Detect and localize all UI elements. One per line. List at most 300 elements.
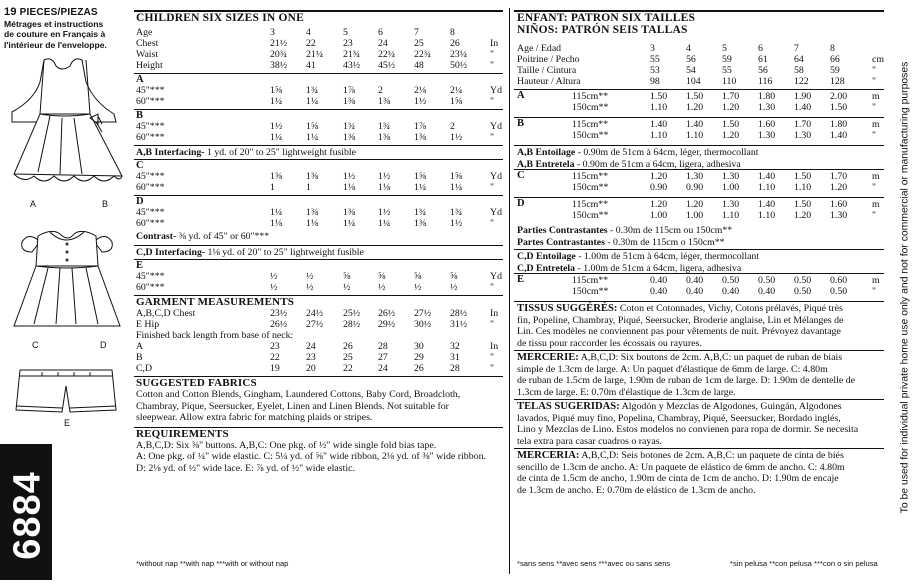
cd-entoilage [517,251,759,262]
size-value: 1⅜ [270,171,283,182]
size-value: 26 [450,38,460,49]
size-value: 1⅜ [306,171,319,182]
row-label: 115cm** [572,119,609,130]
french-instructions-note: Métrages et instructions de couture en Français à l'intérieur de l'enveloppe. [4,19,107,50]
contrast [136,231,269,242]
size-value: 1.60 [830,199,848,210]
view-label-a: A [30,199,37,209]
size-value: 23¼ [450,49,468,60]
size-value: 19 [270,363,280,374]
size-value: 20¾ [270,49,288,60]
size-value: 1¼ [450,182,463,193]
size-value: 1.20 [650,171,668,182]
size-value: 1.20 [686,102,704,113]
usage-restriction-note: To be used for individual private home use only and not for commercial or manufacturing purposes [899,61,911,514]
spanish-title: NIÑOS: PATRÓN SEIS TALLAS [517,24,688,36]
mercerie-text [517,352,842,363]
size-value: 1⅛ [270,218,283,229]
row-label: 115cm** [572,91,609,102]
view-heading: A [136,74,144,85]
size-value: 6 [378,27,383,38]
merceria-text [517,462,845,473]
merceria-line: sencillo de 1.3cm de ancho. A: Un paquete de elástico de 6mm de ancho. C: 4.80m [517,461,845,473]
size-value: 1½ [270,121,283,132]
telas-sugeridas-text [517,401,842,412]
cd-interfacing-label: C,D Interfacing- [136,247,206,258]
row-label: Hauteur / Altura [517,76,581,87]
cd-entretela-text: - 1.00m de 51cm a 64cm, ligera, adhesiva [575,263,742,274]
size-value: 21½ [270,38,288,49]
ab-entoilage [517,147,759,158]
ab-entoilage-text: - 0.90m de 51cm à 64cm, léger, thermocollant [575,147,759,158]
size-value: 1¼ [270,96,283,107]
ab-interfacing-text: 1 yd. of 20" to 25" lightweight fusible [204,147,356,158]
unit-label: " [490,282,494,293]
size-value: 1.50 [650,91,668,102]
size-value: 0.50 [794,275,812,286]
row-label: 60"*** [136,182,165,193]
size-value: 1.10 [794,182,812,193]
size-value: 1¼ [306,96,319,107]
row-label: 45"*** [136,171,165,182]
size-value: 45½ [378,60,396,71]
unit-label: " [872,130,876,141]
merceria-title: MERCERIA: [517,450,580,461]
unit-label: In [490,38,499,49]
mercerie-line: simple de 1.3cm de large. A: Un paquet d'élastique de 6mm de large. C: 4.80m [517,363,828,375]
mercerie-title: MERCERIE: [517,352,579,363]
size-value: 1½ [378,207,391,218]
size-value: 31 [450,352,460,363]
size-value: 8 [450,27,455,38]
row-label: A,B,C,D Chest [136,308,196,319]
unit-label: " [490,319,494,330]
row-label: 115cm** [572,171,609,182]
unit-label: cm [872,54,884,65]
size-value: 0.90 [686,182,704,193]
row-label: 115cm** [572,275,609,286]
cd-entoilage-text: - 1.00m de 51cm à 64cm, léger, thermocollant [575,251,760,262]
cd-interfacing [136,247,364,258]
unit-label: m [872,275,880,286]
size-value: 66 [830,54,840,65]
size-value: 1.30 [722,171,740,182]
size-value: 55 [650,54,660,65]
size-value: 3 [270,27,275,38]
size-value: 1.20 [686,199,704,210]
size-value: ½ [270,271,278,282]
size-value: 43½ [343,60,361,71]
size-value: 25 [343,352,353,363]
unit-label: " [872,102,876,113]
french-footnote: *sans sens **avec sens ***avec ou sans sens [517,559,671,568]
view-heading: C [136,160,144,171]
size-value: 61 [758,54,768,65]
size-value: 1¼ [343,218,356,229]
size-value: 110 [722,76,737,87]
row-label: 60"*** [136,218,165,229]
shorts-e-illustration [12,366,120,416]
row-label: E Hip [136,319,160,330]
cd-entoilage-label: C,D Entoilage [517,251,576,262]
size-value: 0.50 [794,286,812,297]
size-value: 1½ [450,132,463,143]
size-value: 32 [450,341,460,352]
english-footnote: *without nap **with nap ***with or without nap [136,559,289,568]
size-value: 23 [343,38,353,49]
size-value: 1⅜ [378,96,391,107]
suggested-fabrics-title: SUGGESTED FABRICS [136,377,257,389]
requirements-title: REQUIREMENTS [136,427,229,440]
size-value: 1.10 [758,182,776,193]
mercerie-text [517,364,828,375]
size-value: 1⅝ [306,121,319,132]
size-value: 31½ [450,319,468,330]
unit-label: " [872,76,876,87]
telas-sugeridas-title: TELAS SUGERIDAS: [517,401,620,412]
size-value: 1⅜ [343,207,356,218]
size-value: 1.90 [794,91,812,102]
unit-label: " [490,96,494,107]
unit-label: " [872,210,876,221]
mercerie-text [517,375,855,386]
size-value: 7 [794,43,799,54]
size-value: 1.30 [758,130,776,141]
size-value: 0.40 [686,286,704,297]
unit-label: " [490,218,494,229]
unit-label: " [490,352,494,363]
view-label-c: C [32,340,39,350]
size-value: 1⅝ [414,171,427,182]
parties-contrastantes-fr-label: Parties Contrastantes [517,225,608,236]
row-label: 150cm** [572,182,609,193]
unit-label: Yd [490,207,502,218]
size-value: 4 [306,27,311,38]
row-label: Height [136,60,163,71]
row-label: Age [136,27,153,38]
size-value: 1.40 [686,119,704,130]
size-value: 28½ [450,308,468,319]
size-value: 7 [414,27,419,38]
size-value: 5 [343,27,348,38]
size-value: 8 [830,43,835,54]
mercerie-line: 1.3cm de large. E: 0.70m d'élastique de 1.3cm de large. [517,386,736,398]
size-value: 1.00 [722,182,740,193]
size-value: 2 [450,121,455,132]
unit-label: Yd [490,171,502,182]
size-value: 1.20 [722,130,740,141]
pattern-number-box [0,444,52,580]
size-value: 53 [650,65,660,76]
view-label-d: D [100,340,107,350]
size-value: 29 [414,352,424,363]
size-value: 1.40 [830,130,848,141]
size-value: 3 [650,43,655,54]
size-value: 1⅛ [378,182,391,193]
row-label: 45"*** [136,271,165,282]
size-value: 1.80 [830,119,848,130]
size-value: 1.60 [758,119,776,130]
size-value: ½ [343,282,351,293]
size-value: 1⅝ [450,96,463,107]
cd-interfacing-text: 1⅛ yd. of 20" to 25" lightweight fusible [205,247,364,258]
telas-sugeridas-line: Algodón y Mezclas de Algodones, Guingán, Algodones [619,401,842,412]
size-value: 1.10 [722,210,740,221]
size-value: 23½ [270,308,288,319]
size-value: 1¾ [378,121,391,132]
size-value: 22¼ [378,49,396,60]
size-value: 25 [414,38,424,49]
size-value: 1.30 [722,199,740,210]
size-value: 30 [414,341,424,352]
row-label: C,D [136,363,153,374]
size-value: ½ [306,271,314,282]
size-value: 0.40 [650,286,668,297]
merceria-line: de 1.3cm de ancho. E: 0.70m de elástico de 1.3cm de ancho. [517,484,756,496]
size-value: 1.50 [722,119,740,130]
size-value: 1¼ [270,132,283,143]
size-value: 22 [343,363,353,374]
unit-label: " [490,132,494,143]
size-value: 98 [650,76,660,87]
contrast-text: ⅜ yd. of 45" or 60"*** [176,231,270,242]
size-value: 23 [306,352,316,363]
size-value: 1¾ [343,121,356,132]
size-value: 1.20 [650,199,668,210]
size-value: 23 [270,341,280,352]
size-value: 0.60 [830,275,848,286]
size-value: 0.40 [758,286,776,297]
merceria-line: de cinta de 1.5cm de ancho, 1.90m de cinta de 1cm de ancho. D: 1.90m de encaje [517,473,839,484]
size-value: 26 [414,363,424,374]
size-value: ½ [306,282,314,293]
size-value: 29½ [378,319,396,330]
size-value: 1¾ [414,207,427,218]
size-value: 24 [378,363,388,374]
size-value: 56 [758,65,768,76]
unit-label: m [872,119,880,130]
row-label: 115cm** [572,199,609,210]
unit-label: In [490,341,499,352]
size-value: 1 [270,182,275,193]
tissus-suggeres-text [517,326,841,337]
size-value: ½ [450,282,458,293]
size-value: 1⅜ [343,96,356,107]
garment-measurements-title: GARMENT MEASUREMENTS [136,296,295,308]
size-value: 1⅛ [306,218,319,229]
ab-interfacing-label: A,B Interfacing- [136,147,205,158]
dress-ab-illustration [4,52,126,200]
row-label: Waist [136,49,159,60]
size-value: 0.40 [722,286,740,297]
size-value: 1.40 [650,119,668,130]
parties-contrastantes-fr [517,225,732,236]
size-value: 128 [830,76,845,87]
size-value: 1⅜ [414,132,427,143]
tissus-suggeres-line: de tissu pour raccorder les écossais ou rayures. [517,337,702,349]
dress-cd-illustration [8,222,126,332]
size-value: ⅝ [343,271,351,282]
row-label: Chest [136,38,159,49]
size-value: ½ [414,282,422,293]
suggested-fabrics-text: Cotton and Cotton Blends, Gingham, Laundered Cottons, Baby Cord, Broadcloth, [136,389,461,400]
tissus-suggeres-line: fin, Popeline, Chambray, Piqué, Seersucker, Broderie anglaise, Lin et Mélanges de [517,314,844,326]
size-value: 56 [686,54,696,65]
telas-sugeridas-text [517,424,858,435]
size-value: 1¾ [306,85,319,96]
size-value: 59 [830,65,840,76]
size-value: 1½ [378,171,391,182]
unit-label: " [490,182,494,193]
size-value: 1.30 [830,210,848,221]
size-value: 0.50 [830,286,848,297]
row-label: Age / Edad [517,43,562,54]
size-value: 1.30 [686,171,704,182]
unit-label: " [872,286,876,297]
size-value: 1.50 [686,91,704,102]
english-title: CHILDREN SIX SIZES IN ONE [136,12,304,24]
mercerie-line: de ruban de 1.5cm de large, 1.90m de ruban de 1cm de large. D: 1.90m de dentelle de [517,375,856,386]
size-value: 1½ [414,96,427,107]
size-value: 28 [378,341,388,352]
size-value: 1.40 [758,199,776,210]
row-label: Taille / Cintura [517,65,577,76]
size-value: ⅝ [378,271,386,282]
size-value: 1½ [450,218,463,229]
size-value: 1.20 [722,102,740,113]
row-label: 150cm** [572,286,609,297]
tissus-suggeres-line: Coton et Cotonnades, Vichy, Cotons prélavés, Piqué très [617,303,843,314]
tissus-suggeres-text [517,303,843,314]
row-label: 150cm** [572,130,609,141]
row-label: 60"*** [136,132,165,143]
size-value: 1⅝ [270,85,283,96]
pieces-count: 19 PIECES/PIEZAS [4,6,98,18]
suggested-fabrics-text: sleepwear. Allow extra fabric for matching plaids or stripes. [136,412,373,423]
size-value: 1¾ [450,207,463,218]
size-value: 59 [722,54,732,65]
size-value: ⅝ [450,271,458,282]
unit-label: " [490,363,494,374]
telas-sugeridas-text [517,413,841,424]
view-heading: D [136,196,144,207]
size-value: 2 [378,85,383,96]
size-value: 1.00 [650,210,668,221]
size-value: 1⅞ [343,85,356,96]
size-value: 1⅛ [343,182,356,193]
parties-contrastantes-fr-text: - 0.30m de 115cm ou 150cm** [607,225,733,236]
view-heading: C [517,170,525,181]
size-value: 1¼ [378,218,391,229]
view-heading: B [517,118,525,129]
size-value: 1.00 [686,210,704,221]
pattern-number: 6884 [6,471,49,560]
unit-label: m [872,199,880,210]
ab-entretela-label: A,B Entretela [517,159,575,170]
row-label: 150cm** [572,210,609,221]
size-value: 1.50 [830,102,848,113]
size-value: 27½ [414,308,432,319]
size-value: 2¼ [450,85,463,96]
size-value: 24½ [306,308,324,319]
unit-label: Yd [490,85,502,96]
row-label: B [136,352,143,363]
size-value: 48 [414,60,424,71]
suggested-fabrics-text: Chambray, Pique, Seersucker, Eyelet, Linen and Linen Blends. Not suitable for [136,400,449,412]
size-value: ⅝ [414,271,422,282]
size-value: 21¾ [343,49,361,60]
requirements-text: A: One pkg. of ¼" wide elastic. C: 5¼ yd. of ⅝" wide ribbon, 2⅛ yd. of ⅜" wide ribbon. [136,451,486,462]
requirements-text: D: 2⅛ yd. of ½" wide lace. E: ⅞ yd. of ½" wide elastic. [136,462,355,474]
requirements-text: A,B,C,D: Six ⅜" buttons. A,B,C: One pkg. of ½" wide single fold bias tape. [136,439,437,451]
size-value: 122 [794,76,809,87]
size-value: 1⅜ [306,207,319,218]
spanish-footnote: *sin pelusa **con pelusa ***con o sin pelusa [730,559,878,568]
telas-sugeridas-line: lavados, Piqué muy fino, Popelina, Chambray, Piqué, Seersucker, Bordado inglés, [517,412,841,424]
size-value: 0.50 [722,275,740,286]
size-value: 58 [794,65,804,76]
size-value: 25½ [343,308,361,319]
size-value: 24 [306,341,316,352]
size-value: 1.70 [794,119,812,130]
view-heading: E [517,274,525,285]
view-label-b: B [102,199,109,209]
merceria-text [517,485,756,496]
size-value: 26½ [270,319,288,330]
row-label: 60"*** [136,282,165,293]
unit-label: Yd [490,271,502,282]
size-value: 1.50 [794,199,812,210]
size-value: 30½ [414,319,432,330]
tissus-suggeres-text [517,315,843,326]
left-column [0,0,130,580]
view-heading: B [136,110,144,121]
view-label-e: E [64,418,71,428]
size-value: 20 [306,363,316,374]
size-value: 0.50 [758,275,776,286]
row-label: 150cm** [572,102,609,113]
size-value: 1.10 [650,102,668,113]
size-value: 2⅛ [414,85,427,96]
unit-label: " [872,65,876,76]
row-label: 45"*** [136,121,165,132]
size-value: 2.00 [830,91,848,102]
telas-sugeridas-line: tela extra para casar cuadros o rayas. [517,435,663,447]
size-value: 1¼ [306,132,319,143]
size-value: ½ [378,282,386,293]
view-heading: A [517,90,525,101]
size-value: 22 [306,38,316,49]
unit-label: m [872,171,880,182]
unit-label: In [490,308,499,319]
size-value: 1.20 [830,182,848,193]
size-value: 64 [794,54,804,65]
size-value: 0.40 [686,275,704,286]
row-label: Poitrine / Pecho [517,54,580,65]
telas-sugeridas-line: Lino y Mezclas de Lino. Estos modelos no convienen para ropa de dormir. Se necesita [517,424,859,435]
size-value: 1.30 [794,130,812,141]
french-title: ENFANT: PATRON SIX TAILLES [517,12,696,24]
partes-contrastantes-es-label: Partes Contrastantes [517,237,605,248]
size-value: 1½ [343,171,356,182]
merceria-text [517,473,839,484]
size-value: 1¼ [270,207,283,218]
row-label: 60"*** [136,96,165,107]
ab-interfacing [136,147,356,158]
size-value: 0.40 [650,275,668,286]
contrast-label: Contrast- [136,231,177,242]
tissus-suggeres-title: TISSUS SUGGÉRÉS: [517,303,618,314]
